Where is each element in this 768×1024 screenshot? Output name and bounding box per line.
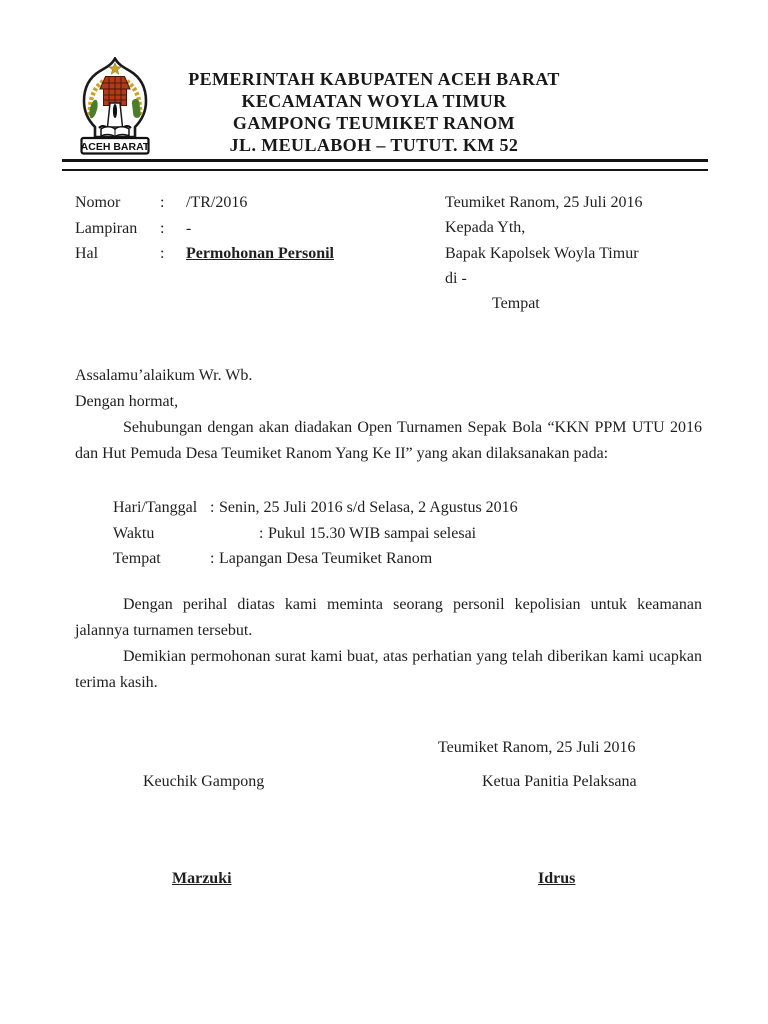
schedule-row-time <box>113 521 518 547</box>
paragraph-event-announcement: Sehubungan dengan akan diadakan Open Turnamen Sepak Bola “KKN PPM UTU 2016 dan Hut Pemuda Desa Teumiket Ranom Yang Ke II” yang akan dilaksanakan pada: <box>75 419 702 462</box>
schedule-value: Lapangan Desa Teumiket Ranom <box>219 550 433 567</box>
paragraph-request: Dengan perihal diatas kami meminta seorang personil kepolisian untuk keamanan jalannya turnamen tersebut. <box>75 596 702 639</box>
schedule-separator: : <box>259 524 264 542</box>
schedule-label: Waktu <box>113 524 155 542</box>
letterhead-line-district: KECAMATAN WOYLA TIMUR <box>241 91 507 111</box>
letterhead-line-address: JL. MEULABOH – TUTUT. KM 52 <box>229 135 519 155</box>
signature-dateline: Teumiket Ranom, 25 Juli 2016 <box>438 739 636 756</box>
meta-row-hal <box>75 241 334 267</box>
logo-caption: ACEH BARAT <box>80 140 150 153</box>
recipient-place: Tempat <box>492 295 540 313</box>
signer-title-left: Keuchik Gampong <box>143 773 265 790</box>
letter-body-opening <box>75 363 702 467</box>
letter-meta <box>75 190 334 267</box>
meta-row-nomor <box>75 190 334 216</box>
signer-name-left: Marzuki <box>172 870 232 887</box>
signer-name-right: Idrus <box>538 870 576 887</box>
letter-subject: Permohonan Personil <box>186 245 334 262</box>
recipient-name: Bapak Kapolsek Woyla Timur <box>445 244 639 262</box>
meta-value: /TR/2016 <box>186 194 248 211</box>
schedule-value: Pukul 15.30 WIB sampai selesai <box>268 524 477 542</box>
dateline: Teumiket Ranom, 25 Juli 2016 <box>445 194 643 211</box>
meta-label: Hal <box>75 245 99 262</box>
letterhead-divider <box>62 159 708 171</box>
meta-label: Lampiran <box>75 219 138 237</box>
letterhead <box>40 68 708 156</box>
letter-body-closing <box>75 592 702 696</box>
meta-separator: : <box>160 194 165 211</box>
meta-label: Nomor <box>75 194 121 211</box>
formal-greeting: Dengan hormat, <box>75 393 179 410</box>
recipient-block <box>445 190 643 316</box>
schedule-separator: : <box>210 499 215 516</box>
paragraph-thanks: Demikian permohonan surat kami buat, atas perhatian yang telah diberikan kami ucapkan terima kasih. <box>75 648 702 691</box>
schedule-label: Tempat <box>113 550 161 567</box>
islamic-greeting: Assalamu’alaikum Wr. Wb. <box>75 367 253 384</box>
schedule-value: Senin, 25 Juli 2016 s/d Selasa, 2 Agustus 2016 <box>219 499 518 516</box>
schedule-separator: : <box>210 550 215 567</box>
signer-title-right: Ketua Panitia Pelaksana <box>482 773 637 790</box>
meta-row-lampiran <box>75 216 334 242</box>
schedule-label: Hari/Tanggal <box>113 499 198 516</box>
letterhead-line-government: PEMERINTAH KABUPATEN ACEH BARAT <box>188 69 560 89</box>
recipient-salutation: Kepada Yth, <box>445 219 526 237</box>
letterhead-line-village: GAMPONG TEUMIKET RANOM <box>232 113 516 133</box>
recipient-di: di - <box>445 269 467 287</box>
meta-value: - <box>186 219 192 237</box>
event-schedule <box>113 495 518 572</box>
schedule-row-place <box>113 546 518 572</box>
schedule-row-date <box>113 495 518 521</box>
meta-separator: : <box>160 219 165 237</box>
meta-separator: : <box>160 245 165 262</box>
